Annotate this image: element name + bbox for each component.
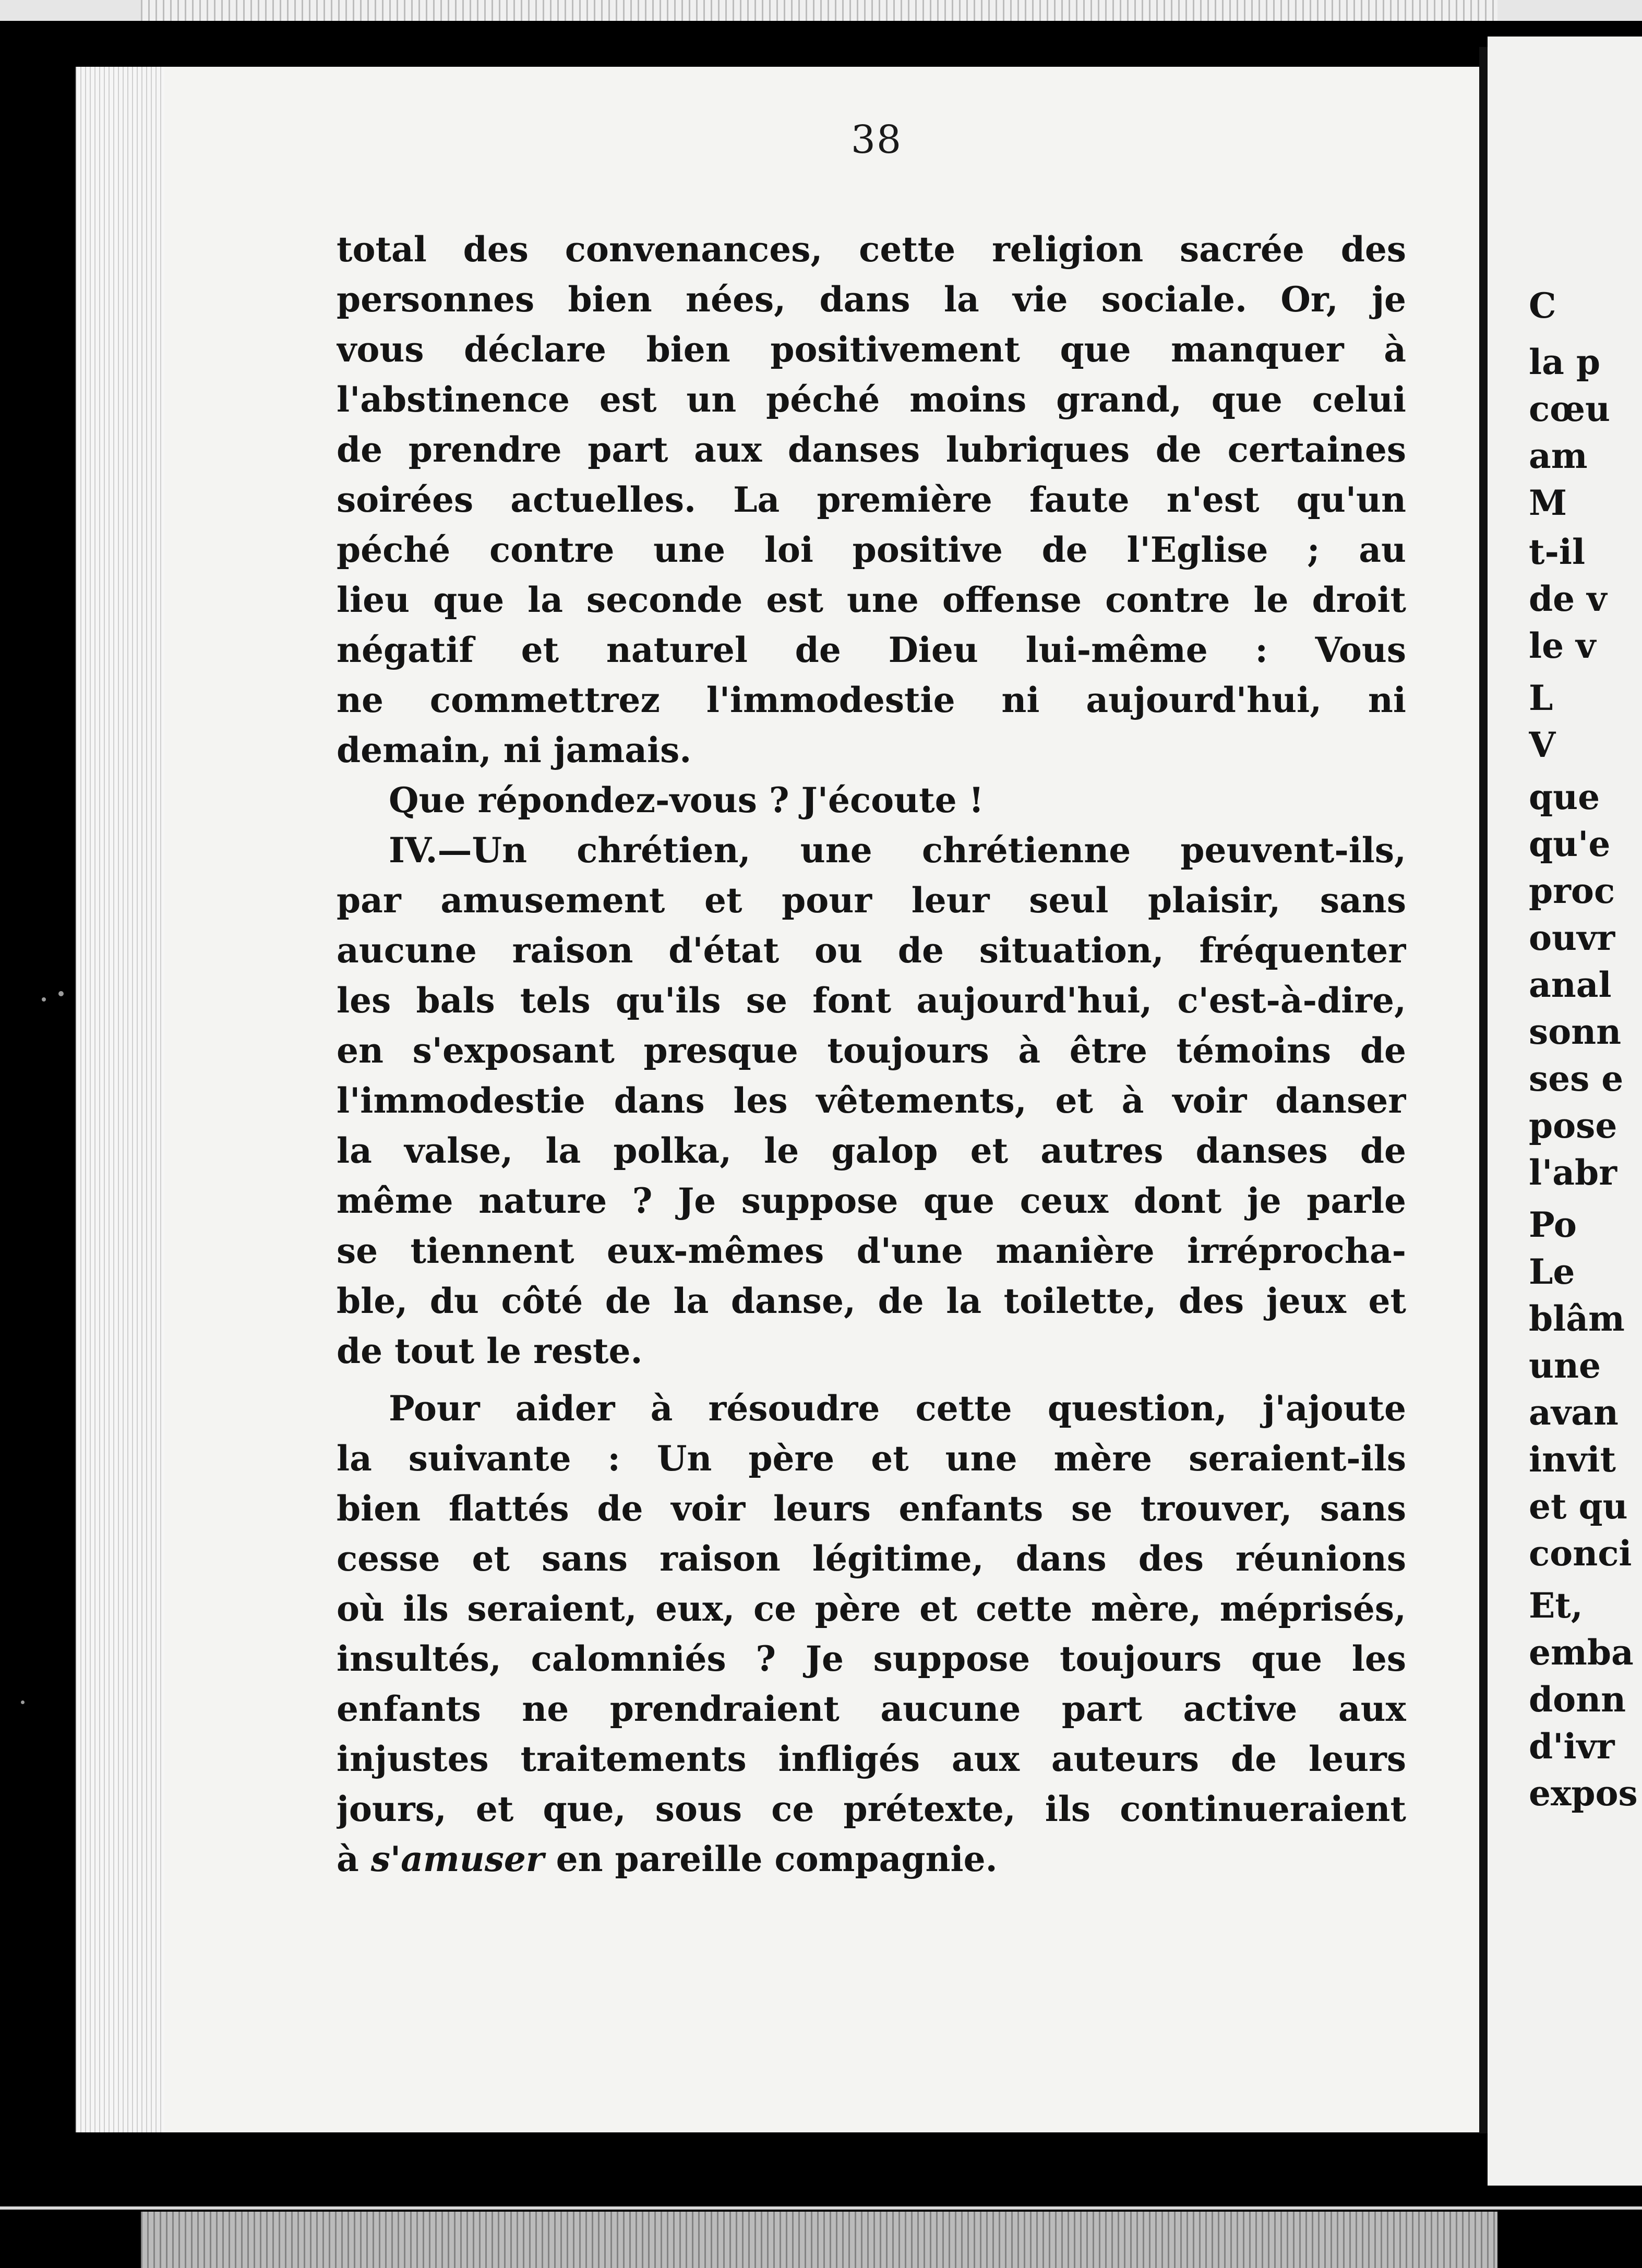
text-line: la valse, la polka, le galop et autres danses de — [337, 1130, 1406, 1171]
text-line: de tout le reste. — [337, 1331, 643, 1371]
page-number: 38 — [850, 117, 903, 162]
next-page-fragment: une — [1529, 1345, 1601, 1386]
text-line: cesse et sans raison légitime, dans des réunions — [337, 1538, 1406, 1579]
film-speck — [42, 997, 46, 1002]
text-line: IV.—Un chrétien, une chrétienne peuvent-ils, — [389, 830, 1406, 871]
text-line: soirées actuelles. La première faute n'est qu'un — [337, 479, 1406, 520]
next-page-fragment: que — [1529, 777, 1600, 817]
film-speck — [21, 1700, 25, 1704]
next-page-fragment: invit — [1529, 1439, 1616, 1480]
last-line-italic: s'amuser — [370, 1839, 544, 1879]
page-fore-edge — [76, 67, 164, 2132]
text-line: insultés, calomniés ? Je suppose toujours que les — [337, 1638, 1406, 1679]
next-page-fragment: Po — [1529, 1204, 1577, 1245]
text-line: la suivante : Un père et une mère seraient-ils — [337, 1438, 1406, 1479]
text-line: l'immodestie dans les vêtements, et à voir danser — [337, 1080, 1406, 1121]
text-line: enfants ne prendraient aucune part active aux — [337, 1688, 1406, 1729]
next-page-fragment: d'ivr — [1529, 1726, 1615, 1767]
text-line: où ils seraient, eux, ce père et cette mère, méprisés, — [337, 1588, 1406, 1629]
next-page-fragment: ses e — [1529, 1058, 1624, 1099]
text-line: péché contre une loi positive de l'Eglise ; au — [337, 529, 1406, 570]
text-line: bien flattés de voir leurs enfants se trouver, sans — [337, 1488, 1406, 1529]
next-page-fragment: Le — [1529, 1251, 1575, 1292]
next-page-fragment: conci — [1529, 1533, 1632, 1574]
text-line: injustes traitements infligés aux auteurs de leurs — [337, 1739, 1406, 1779]
text-line: les bals tels qu'ils se font aujourd'hui, c'est-à-dire, — [337, 980, 1406, 1021]
text-line: lieu que la seconde est une offense contre le droit — [337, 580, 1406, 620]
next-page-fragment: donn — [1529, 1679, 1626, 1720]
next-page-fragment: expos — [1529, 1773, 1638, 1814]
text-line: Que répondez-vous ? J'écoute ! — [389, 780, 984, 821]
next-page-fragment: t-il — [1529, 532, 1586, 572]
next-page-fragment: anal — [1529, 964, 1612, 1005]
text-line: en s'exposant presque toujours à être témoins de — [337, 1030, 1406, 1071]
film-bottom-edge — [141, 2212, 1497, 2268]
book-gutter — [1479, 47, 1488, 2133]
text-line: vous déclare bien positivement que manquer à — [337, 329, 1406, 370]
next-page-fragment: la p — [1529, 342, 1600, 382]
text-line: jours, et que, sous ce prétexte, ils continueraient — [337, 1789, 1406, 1829]
next-page-fragment: ouvr — [1529, 918, 1615, 958]
next-page-fragment: pose — [1529, 1105, 1617, 1146]
text-line: ne commettrez l'immodestie ni aujourd'hui, ni — [337, 680, 1406, 720]
text-line: Pour aider à résoudre cette question, j'ajoute — [389, 1388, 1406, 1429]
text-line: total des convenances, cette religion sacrée des — [337, 229, 1406, 270]
text-line: de prendre part aux danses lubriques de certaines — [337, 429, 1406, 470]
next-page-fragment: l'abr — [1529, 1152, 1617, 1193]
text-line: même nature ? Je suppose que ceux dont je parle — [337, 1180, 1406, 1221]
next-page-fragment: de v — [1529, 578, 1607, 619]
page-text — [337, 224, 1406, 1884]
text-line: l'abstinence est un péché moins grand, que celui — [337, 379, 1406, 420]
next-page-fragment: sonn — [1529, 1011, 1622, 1052]
text-line: par amusement et pour leur seul plaisir, sans — [337, 880, 1406, 921]
next-page-fragment: V — [1529, 725, 1556, 765]
next-page-fragment: emba — [1529, 1632, 1634, 1673]
next-page-fragment: C — [1529, 285, 1556, 326]
next-page-fragment: L — [1529, 678, 1553, 718]
next-page-fragment: proc — [1529, 871, 1615, 911]
text-line: ble, du côté de la danse, de la toilette, des jeux et — [337, 1281, 1406, 1321]
film-speck — [58, 991, 64, 996]
film-bottom-line — [0, 2206, 1642, 2210]
next-page-fragment: Et, — [1529, 1585, 1583, 1626]
next-page-fragment: blâm — [1529, 1298, 1625, 1339]
text-line-last — [337, 1834, 1406, 1884]
text-line: demain, ni jamais. — [337, 730, 692, 770]
next-page-fragment: le v — [1529, 625, 1596, 666]
last-line-suffix: en pareille compagnie. — [544, 1839, 998, 1879]
next-page-fragment: et qu — [1529, 1486, 1628, 1527]
next-page-fragment: M — [1529, 482, 1567, 523]
text-line: négatif et naturel de Dieu lui-même : Vous — [337, 630, 1406, 670]
text-line: aucune raison d'état ou de situation, fréquenter — [337, 930, 1406, 971]
next-page-fragment: cœu — [1529, 389, 1611, 429]
last-line-prefix: à — [337, 1839, 371, 1879]
text-line: se tiennent eux-mêmes d'une manière irréprocha- — [337, 1230, 1406, 1271]
text-line: personnes bien nées, dans la vie sociale. Or, je — [337, 279, 1406, 320]
next-page-fragment: avan — [1529, 1392, 1619, 1433]
next-page-fragment: qu'e — [1529, 824, 1611, 864]
film-top-edge — [141, 0, 1497, 21]
next-page-fragment: am — [1529, 436, 1588, 476]
